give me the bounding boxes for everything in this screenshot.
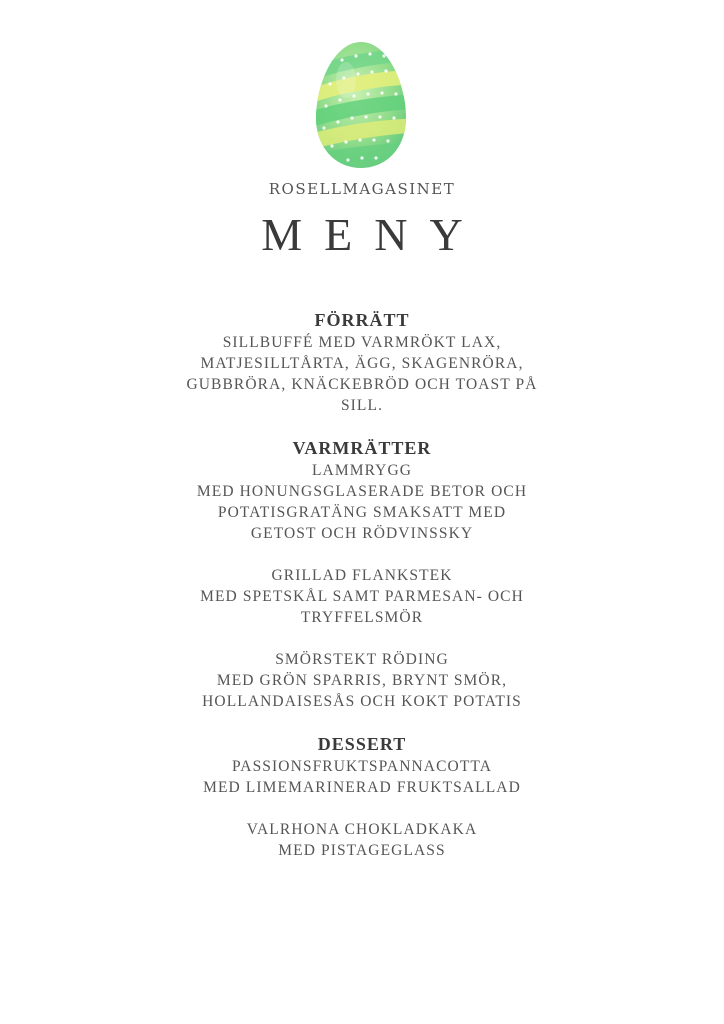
easter-egg-icon [312,40,410,170]
dish-line: SMÖRSTEKT RÖDING [275,651,449,668]
section-forratt [0,308,724,416]
dish-item [0,819,724,861]
dish-item [0,649,724,712]
dish-line: SILLBUFFÉ MED VARMRÖKT LAX, [222,334,502,351]
section-title: FÖRRÄTT [314,310,410,330]
dish-line: GETOST OCH RÖDVINSSKY [250,525,474,542]
section-dessert [0,732,724,861]
dish-line: VALRHONA CHOKLADKAKA [246,821,478,838]
dish-line: PASSIONSFRUKTSPANNACOTTA [231,758,493,775]
dish-item [0,460,724,544]
section-title: DESSERT [317,734,407,754]
dish-item [0,332,724,416]
dish-item [0,756,724,798]
dish-line: TRYFFELSMÖR [300,609,424,626]
dish-line: MED HONUNGSGLASERADE BETOR OCH [196,483,528,500]
dish-line: HOLLANDAISESÅS OCH KOKT POTATIS [202,693,522,710]
dish-line: MED GRÖN SPARRIS, BRYNT SMÖR, [216,672,508,689]
page-title: MENY [261,209,485,260]
dish-line: POTATISGRATÄNG SMAKSATT MED [217,504,507,521]
dish-line: MED LIMEMARINERAD FRUKTSALLAD [203,779,521,796]
dish-line: SILL. [340,397,384,414]
dish-line: GUBBRÖRA, KNÄCKEBRÖD OCH TOAST PÅ [186,376,538,393]
section-varmratter [0,436,724,712]
menu-list [0,308,724,881]
dish-line: MATJESILLTÅRTA, ÄGG, SKAGENRÖRA, [200,355,524,372]
section-title: VARMRÄTTER [292,438,432,458]
dish-item [0,565,724,628]
dish-line: MED SPETSKÅL SAMT PARMESAN- OCH [200,588,524,605]
venue-name: ROSELLMAGASINET [268,180,456,198]
dish-line: GRILLAD FLANKSTEK [271,567,453,584]
dish-line: MED PISTAGEGLASS [278,842,446,859]
dish-line: LAMMRYGG [311,462,413,479]
